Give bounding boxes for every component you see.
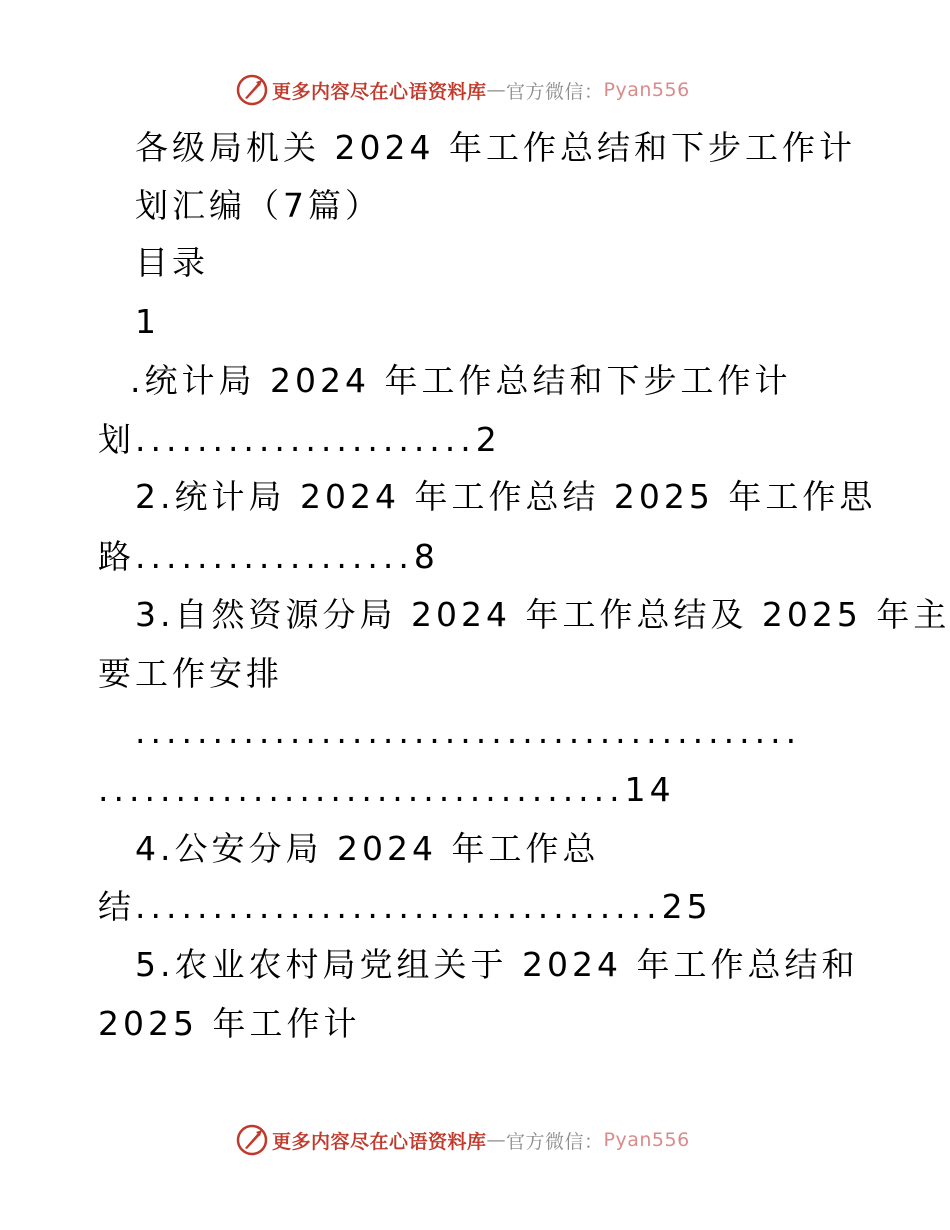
toc-entry-4-dots: .................................. xyxy=(135,887,662,926)
watermark-brand: 更多内容尽在心语资料库 xyxy=(272,1130,487,1153)
toc-entry-3-dots-line2: .................................. xyxy=(98,770,625,809)
toc-entry-3-line1: 3.自然资源分局 2024 年工作总结及 2025 年主 xyxy=(135,595,950,634)
toc-entry-3-line4 xyxy=(98,770,675,810)
watermark-account: Pyan556 xyxy=(603,1129,690,1151)
toc-entry-5-line1: 5.农业农村局党组关于 2024 年工作总结和 xyxy=(135,945,859,984)
toc-entry-4-line1: 4.公安分局 2024 年工作总 xyxy=(135,829,600,868)
toc-entry-3-page: 14 xyxy=(624,770,675,809)
toc-entry-1-dots: ...................... xyxy=(135,420,476,459)
watermark-official: 官方微信： xyxy=(506,1130,604,1153)
quill-logo-icon xyxy=(236,74,268,106)
doc-title-line1: 各级局机关 2024 年工作总结和下步工作计 xyxy=(135,128,856,167)
toc-entry-4-line2 xyxy=(98,887,712,927)
footer-watermark xyxy=(236,1122,690,1158)
toc-entry-1-line1: .统计局 2024 年工作总结和下步工作计 xyxy=(130,361,792,400)
toc-entry-1-line2 xyxy=(98,420,501,460)
toc-entry-4-text: 结 xyxy=(98,887,135,926)
watermark-account: Pyan556 xyxy=(603,79,690,101)
toc-entry-4-page: 25 xyxy=(661,887,712,926)
toc-entry-3-line2: 要工作安排 xyxy=(98,654,283,693)
toc-entry-2-line1: 2.统计局 2024 年工作总结 2025 年工作思 xyxy=(135,477,877,516)
toc-entry-2-dots: .................. xyxy=(135,537,414,576)
watermark-dash: — xyxy=(486,79,507,101)
watermark-dash: — xyxy=(486,1129,507,1151)
quill-logo-icon xyxy=(236,1124,268,1156)
toc-entry-3-dots-line1: ........................................... xyxy=(135,712,802,751)
doc-title-line2: 划汇编（7篇） xyxy=(135,186,382,225)
toc-entry-5-line2: 2025 年工作计 xyxy=(98,1004,361,1043)
toc-entry-2-text: 路 xyxy=(98,537,135,576)
header-watermark xyxy=(236,72,690,108)
toc-entry-1-page: 2 xyxy=(475,420,501,459)
toc-entry-1-number: 1 xyxy=(135,302,160,341)
toc-entry-1-text: 划 xyxy=(98,420,135,459)
watermark-brand: 更多内容尽在心语资料库 xyxy=(272,80,487,103)
toc-entry-2-line2 xyxy=(98,537,439,577)
toc-entry-2-page: 8 xyxy=(413,537,439,576)
toc-heading: 目录 xyxy=(135,243,209,282)
watermark-official: 官方微信： xyxy=(506,80,604,103)
